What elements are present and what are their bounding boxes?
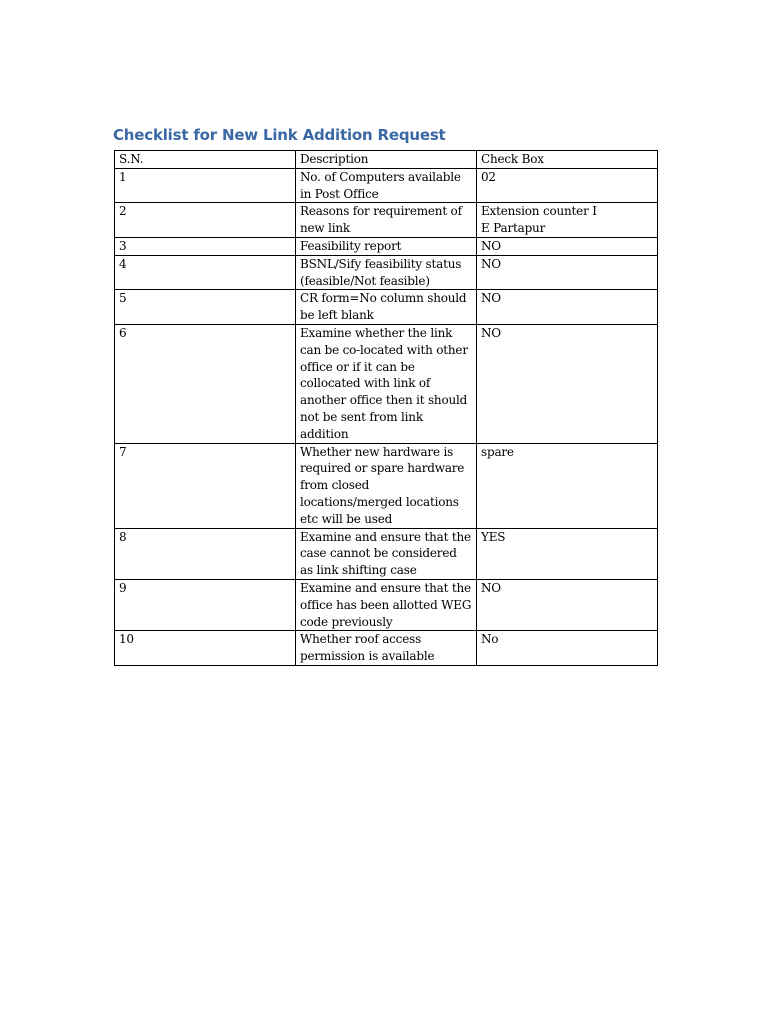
cell-description: Examine whether the link can be co-located with other office or if it can be collocated with link of another office then it should not be sent from link addition [296,324,477,443]
cell-description: BSNL/Sify feasibility status (feasible/Not feasible) [296,255,477,290]
table-row [115,324,658,443]
cell-check: NO [477,579,658,630]
cell-description: Feasibility report [296,237,477,255]
checklist-table [114,150,658,666]
cell-sn: 8 [115,528,296,579]
cell-sn: 5 [115,290,296,325]
header-description: Description [296,151,477,169]
table-row [115,168,658,203]
cell-sn: 7 [115,443,296,528]
cell-sn: 9 [115,579,296,630]
page-title: Checklist for New Link Addition Request [113,126,446,144]
cell-description: Examine and ensure that the case cannot be considered as link shifting case [296,528,477,579]
table-row [115,237,658,255]
table-row [115,631,658,666]
cell-check: NO [477,255,658,290]
cell-description: No. of Computers available in Post Office [296,168,477,203]
cell-description: Examine and ensure that the office has been allotted WEG code previously [296,579,477,630]
cell-sn: 2 [115,203,296,238]
cell-check [477,203,658,238]
cell-description: Whether roof access permission is available [296,631,477,666]
table-row [115,255,658,290]
header-check-box: Check Box [477,151,658,169]
header-sn: S.N. [115,151,296,169]
table-header-row [115,151,658,169]
cell-check: No [477,631,658,666]
cell-sn: 3 [115,237,296,255]
cell-check: spare [477,443,658,528]
table-row [115,203,658,238]
cell-sn: 4 [115,255,296,290]
cell-check: NO [477,290,658,325]
cell-check-text: Extension counter I E Partapur [481,204,597,236]
cell-sn: 1 [115,168,296,203]
cell-check: YES [477,528,658,579]
table-row [115,290,658,325]
cell-description: Whether new hardware is required or spare hardware from closed locations/merged locations etc will be used [296,443,477,528]
cell-description: CR form=No column should be left blank [296,290,477,325]
cell-description: Reasons for requirement of new link [296,203,477,238]
cell-check: NO [477,324,658,443]
cell-check: NO [477,237,658,255]
table-row [115,528,658,579]
cell-sn: 10 [115,631,296,666]
table-row [115,579,658,630]
cell-check: 02 [477,168,658,203]
table-row [115,443,658,528]
cell-sn: 6 [115,324,296,443]
